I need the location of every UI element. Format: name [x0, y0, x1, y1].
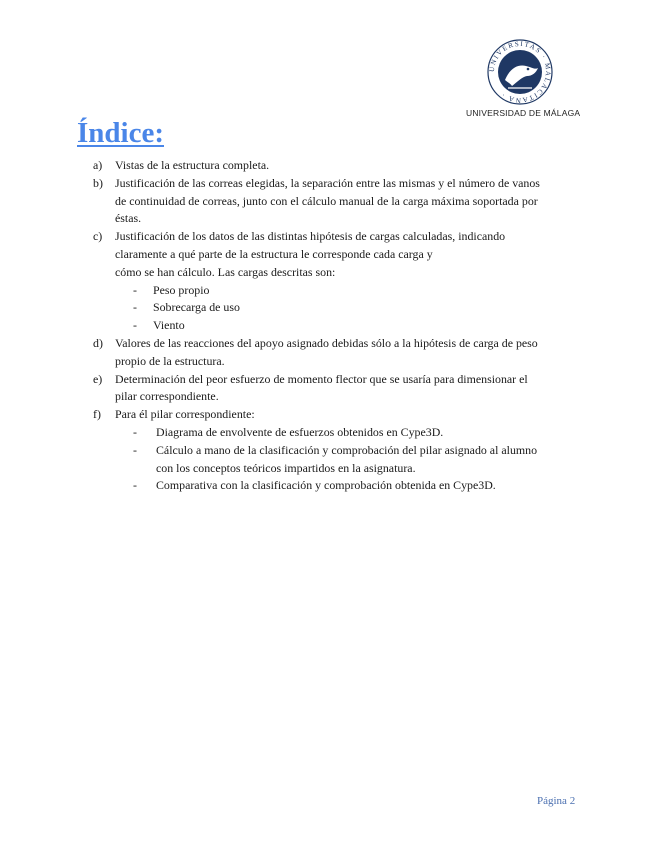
index-item: [93, 157, 583, 175]
index-item-text: Justificación de las correas elegidas, la separación entre las mismas y el número de vanos: [115, 175, 540, 190]
index-item-text: éstas.: [115, 211, 142, 226]
index-item-text: pilar correspondiente.: [115, 389, 219, 404]
index-item-marker: f): [93, 407, 101, 422]
index-item: [93, 228, 583, 281]
index-item-marker: a): [93, 158, 103, 172]
sub-list-text: Sobrecarga de uso: [153, 300, 240, 315]
index-item-text: Valores de las reacciones del apoyo asignado debidas sólo a la hipótesis de carga de peso: [115, 335, 538, 350]
sub-list-item: [133, 424, 583, 442]
sub-list-dash: -: [133, 478, 137, 493]
index-item-text: Para él pilar correspondiente:: [115, 407, 255, 422]
index-item: [93, 335, 583, 371]
index-item-text: claramente a qué parte de la estructura le corresponde cada carga y: [115, 246, 433, 261]
sub-list: [93, 282, 583, 335]
index-item-text: cómo se han cálculo. Las cargas descritas son:: [115, 264, 336, 279]
index-list: [93, 157, 583, 495]
index-item-text: de continuidad de correas, junto con el cálculo manual de la carga máxima soportada por: [115, 193, 538, 208]
sub-list-item: [133, 442, 583, 478]
index-item-text: Vistas de la estructura completa.: [115, 158, 270, 172]
sub-list-item: [133, 299, 583, 317]
index-item-marker: d): [93, 335, 103, 350]
sub-list-text: con los conceptos teóricos impartidos en la asignatura.: [156, 460, 416, 475]
sub-list-text: Peso propio: [153, 282, 210, 297]
sub-list-dash: -: [133, 282, 137, 297]
sub-list-dash: -: [133, 442, 137, 457]
sub-list: [93, 424, 583, 495]
index-item-marker: c): [93, 229, 103, 244]
sub-list-item: [133, 317, 583, 335]
sub-list-text: Diagrama de envolvente de esfuerzos obtenidos en Cype3D.: [156, 424, 444, 439]
sub-list-item: [133, 477, 583, 495]
sub-list-text: Cálculo a mano de la clasificación y comprobación del pilar asignado al alumno: [156, 442, 538, 457]
university-name: UNIVERSIDAD DE MÁLAGA: [466, 108, 581, 118]
page-number: Página 2: [537, 795, 576, 807]
svg-text:UNIVERSITAS · MALACITANA ·: UNIVERSITAS · MALACITANA ·: [487, 39, 553, 105]
sub-list-dash: -: [133, 424, 137, 439]
page-title: Índice:: [77, 117, 164, 149]
sub-list-dash: -: [133, 318, 137, 333]
index-item: [93, 406, 583, 424]
index-item: [93, 175, 583, 228]
index-item-text: Justificación de los datos de las distintas hipótesis de cargas calculadas, indicando: [115, 229, 506, 244]
university-seal-icon: [486, 38, 554, 106]
sub-list-item: [133, 282, 583, 300]
index-item-marker: b): [93, 175, 103, 190]
index-item: [93, 371, 583, 407]
sub-list-text: Comparativa con la clasificación y comprobación obtenida en Cype3D.: [156, 478, 496, 493]
index-item-text: propio de la estructura.: [115, 353, 225, 368]
sub-list-dash: -: [133, 300, 137, 315]
sub-list-text: Viento: [153, 318, 185, 333]
index-item-marker: e): [93, 371, 103, 386]
index-item-text: Determinación del peor esfuerzo de momento flector que se usaría para dimensionar el: [115, 371, 528, 386]
